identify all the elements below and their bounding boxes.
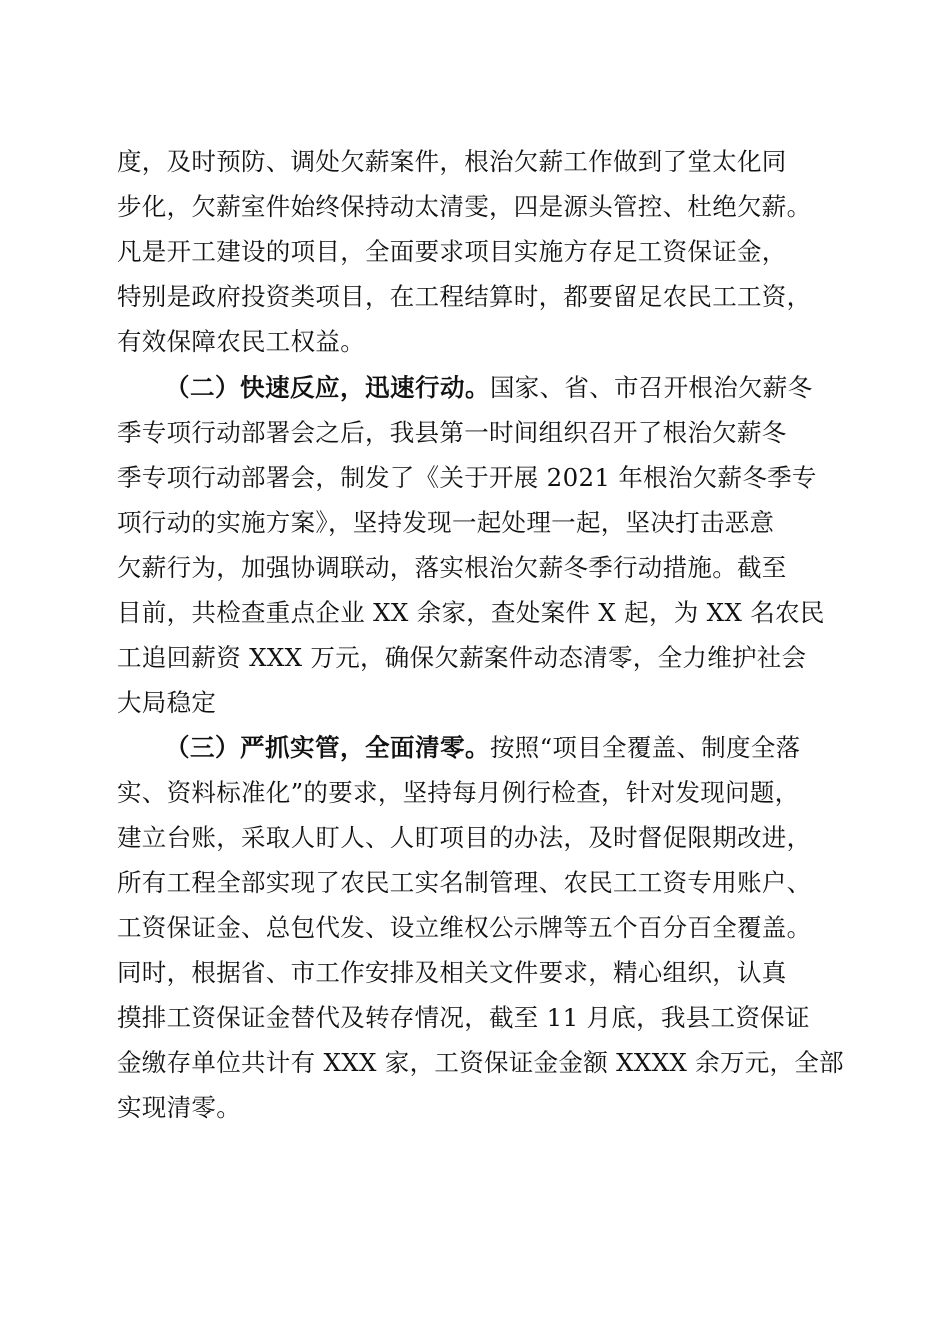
- section-first-line: [165, 733, 800, 763]
- body-line: 凡是开工建设的项目，全面要求项目实施方存足工资保证金，: [117, 237, 787, 266]
- body-line: 欠薪行为，加强协调联动，落实根治欠薪冬季行动措施。截至: [117, 553, 787, 582]
- section-heading: （三）严抓实管，全面清零。: [165, 733, 490, 762]
- body-line: 度，及时预防、调处欠薪案件，根治欠薪工作做到了堂太化同: [117, 147, 787, 176]
- body-line: 工资保证金、总包代发、设立维权公示牌等五个百分百全覆盖。: [117, 913, 812, 942]
- body-line: 所有工程全部实现了农民工实名制管理、农民工工资专用账户、: [117, 868, 812, 897]
- body-line: 季专项行动部署会之后，我县第一时间组织召开了根治欠薪冬: [117, 418, 787, 447]
- body-line: 季专项行动部署会，制发了《关于开展 2021 年根治欠薪冬季专: [117, 463, 817, 492]
- body-line: 项行动的实施方案》，坚持发现一起处理一起，坚决打击恶意: [117, 508, 775, 537]
- body-line: 同时，根据省、市工作安排及相关文件要求，精心组织，认真: [117, 958, 787, 987]
- body-line: 有效保障农民工权益。: [117, 327, 365, 356]
- section-first-line: [165, 373, 812, 403]
- body-line: 金缴存单位共计有 XXX 家，工资保证金金额 XXXX 余万元，全部: [117, 1048, 844, 1077]
- body-line: 目前，共检查重点企业 XX 余家，查处案件 X 起，为 XX 名农民: [117, 598, 825, 627]
- body-line: 大局稳定: [117, 688, 217, 717]
- section-first-line-text: 按照“项目全覆盖、制度全落: [490, 733, 801, 762]
- body-line: 摸排工资保证金替代及转存情况，截至 11 月底，我县工资保证: [117, 1003, 810, 1032]
- body-line: 实现清零。: [117, 1093, 241, 1122]
- section-first-line-text: 国家、省、市召开根治欠薪冬: [490, 373, 813, 402]
- body-line: 工追回薪资 XXX 万元，确保欠薪案件动态清零，全力维护社会: [117, 643, 807, 672]
- body-line: 步化，欠薪室件始终保持动太清雯，四是源头管控、杜绝欠薪。: [117, 192, 812, 221]
- body-line: 建立台账，采取人盯人、人盯项目的办法，及时督促限期改进，: [117, 823, 812, 852]
- body-line: 实、资料标准化”的要求，坚持每月例行检查，针对发现问题，: [117, 778, 800, 807]
- body-line: 特别是政府投资类项目，在工程结算时，都要留足农民工工资，: [117, 282, 812, 311]
- section-heading: （二）快速反应，迅速行动。: [165, 373, 490, 402]
